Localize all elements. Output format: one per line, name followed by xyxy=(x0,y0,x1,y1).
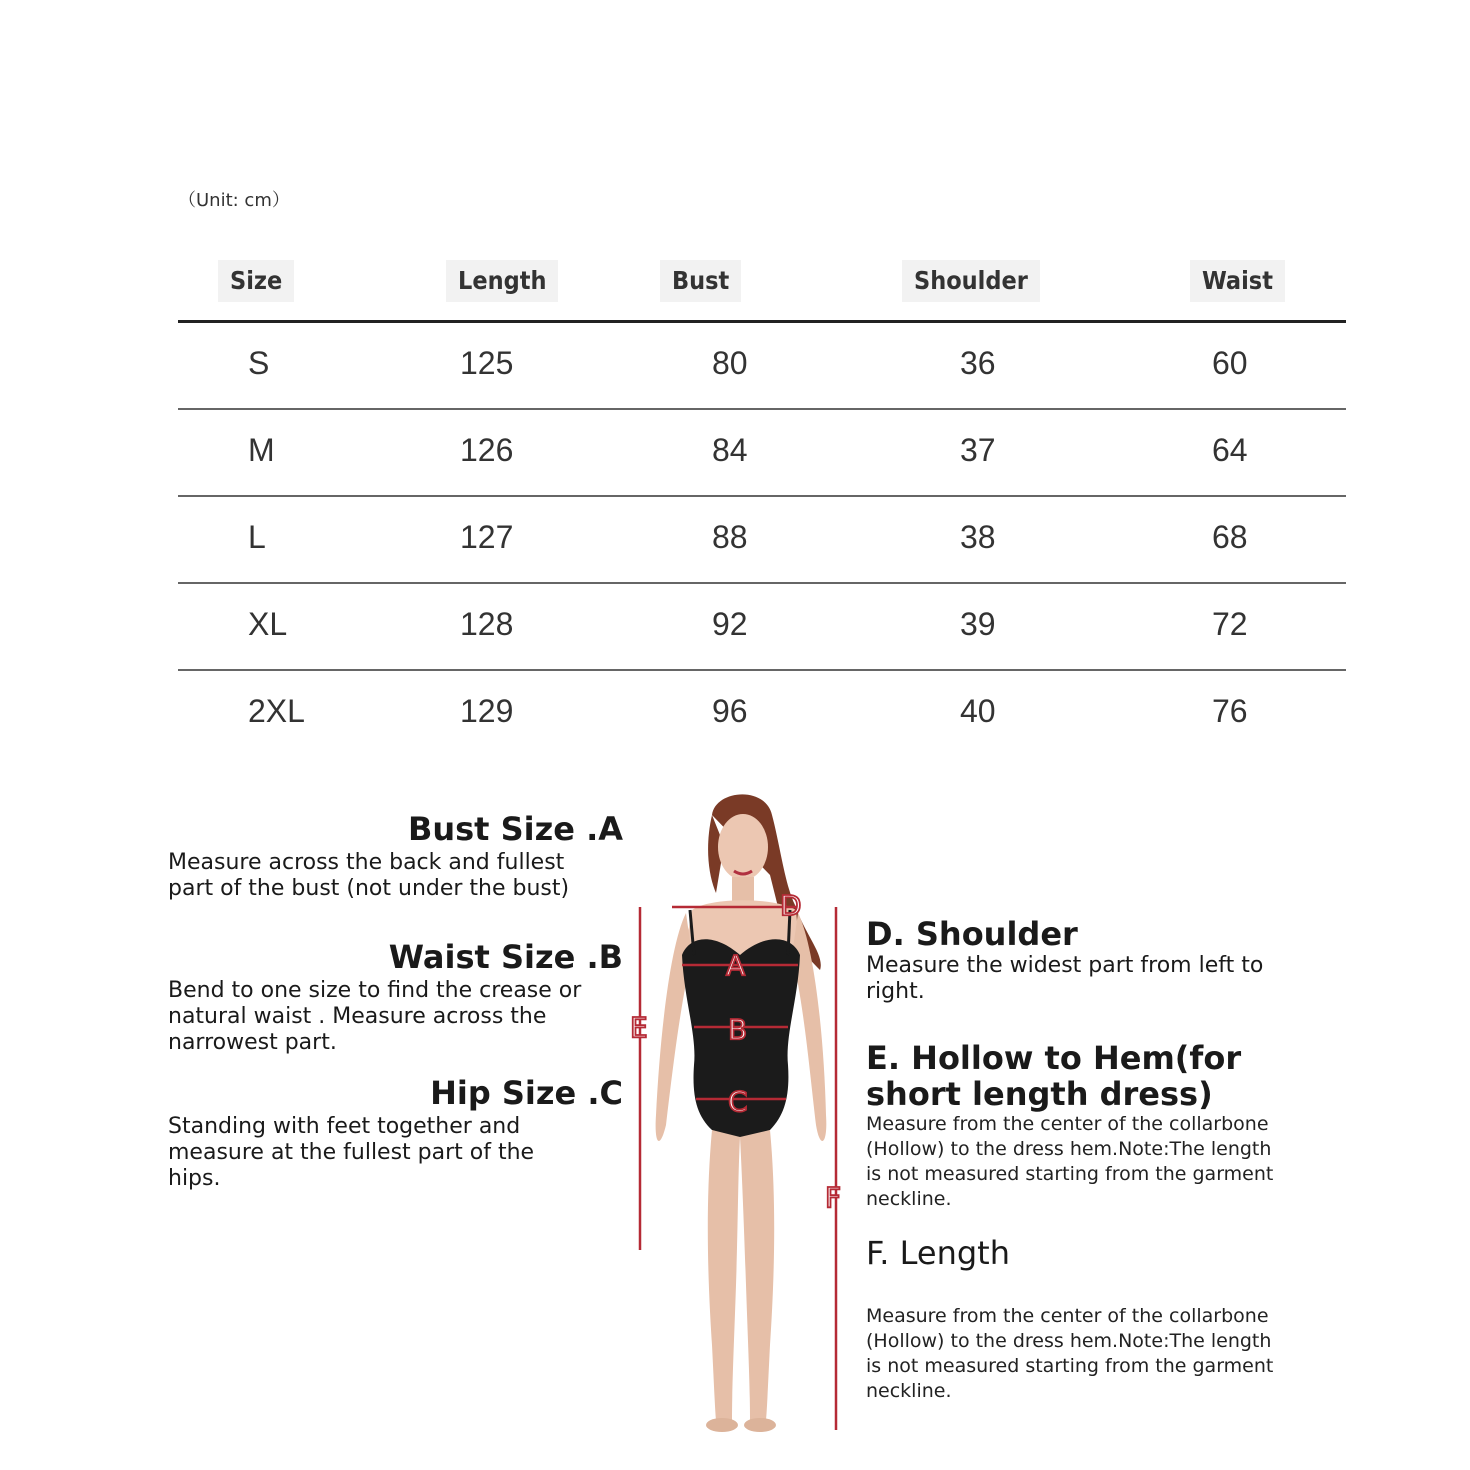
label-d: D xyxy=(780,889,802,922)
cell-size: M xyxy=(248,432,275,468)
size-table xyxy=(178,250,1346,729)
left-foot-shape xyxy=(706,1418,738,1432)
length-guide-line: Measure from the center of the collarbone xyxy=(866,1305,1269,1327)
label-f: F xyxy=(825,1181,842,1214)
hollow-guide-line: Measure from the center of the collarbone xyxy=(866,1113,1269,1135)
hip-guide-line: measure at the fullest part of the xyxy=(168,1140,535,1165)
bust-guide-line: Measure across the back and fullest xyxy=(168,850,565,875)
hollow-guide-title: short length dress) xyxy=(866,1075,1213,1113)
left-arm-shape xyxy=(656,913,692,1141)
hollow-guide xyxy=(866,1040,1316,1212)
hollow-guide-line: (Hollow) to the dress hem.Note:The length xyxy=(866,1138,1272,1160)
hip-guide-line: Standing with feet together and xyxy=(168,1114,521,1139)
length-guide-line: (Hollow) to the dress hem.Note:The length xyxy=(866,1330,1272,1352)
label-c: C xyxy=(728,1085,748,1118)
table-row xyxy=(178,497,1346,584)
bust-guide xyxy=(168,810,623,902)
shoulder-guide-line: Measure the widest part from left to xyxy=(866,953,1264,978)
table-row xyxy=(178,323,1346,410)
cell-length: 127 xyxy=(460,519,514,555)
cell-length: 125 xyxy=(460,345,514,381)
hollow-guide-line: neckline. xyxy=(866,1188,952,1210)
cell-size: L xyxy=(248,519,266,555)
cell-length: 129 xyxy=(460,693,514,729)
header-waist: Waist xyxy=(1190,260,1285,302)
label-e: E xyxy=(630,1011,648,1044)
cell-length: 128 xyxy=(460,606,514,642)
shoulder-guide xyxy=(866,915,1316,1005)
length-guide-desc xyxy=(866,1304,1316,1404)
left-leg-shape xyxy=(708,1130,740,1420)
unit-label: （Unit: cm） xyxy=(178,190,290,211)
hip-guide-title: Hip Size .C xyxy=(430,1074,623,1112)
hollow-guide-title: E. Hollow to Hem(for xyxy=(866,1039,1242,1077)
right-leg-shape xyxy=(740,1130,774,1420)
waist-guide-title: Waist Size .B xyxy=(388,938,623,976)
bust-guide-line: part of the bust (not under the bust) xyxy=(168,876,570,901)
cell-bust: 80 xyxy=(712,345,748,381)
cell-shoulder: 40 xyxy=(960,693,996,729)
header-size: Size xyxy=(218,260,294,302)
cell-waist: 72 xyxy=(1212,606,1248,642)
right-foot-shape xyxy=(744,1418,776,1432)
header-bust: Bust xyxy=(660,260,741,302)
cell-size: 2XL xyxy=(248,693,305,729)
cell-shoulder: 38 xyxy=(960,519,996,555)
model-figure xyxy=(620,785,860,1445)
label-b: B xyxy=(728,1013,748,1046)
shoulder-guide-line: right. xyxy=(866,979,925,1004)
header-shoulder: Shoulder xyxy=(902,260,1040,302)
label-a: A xyxy=(726,949,746,982)
head-shape xyxy=(718,814,768,880)
hip-guide-line: hips. xyxy=(168,1166,221,1191)
cell-size: S xyxy=(248,345,270,381)
cell-bust: 96 xyxy=(712,693,748,729)
cell-length: 126 xyxy=(460,432,514,468)
cell-waist: 64 xyxy=(1212,432,1248,468)
table-row xyxy=(178,584,1346,671)
cell-bust: 92 xyxy=(712,606,748,642)
header-length: Length xyxy=(446,260,558,302)
waist-guide-line: narrowest part. xyxy=(168,1030,337,1055)
waist-guide xyxy=(168,938,623,1056)
cell-waist: 60 xyxy=(1212,345,1248,381)
hip-guide xyxy=(168,1074,623,1192)
table-row xyxy=(178,671,1346,758)
waist-guide-line: natural waist . Measure across the xyxy=(168,1004,547,1029)
table-header xyxy=(178,250,1346,322)
length-guide-title: F. Length xyxy=(866,1234,1010,1272)
table-row xyxy=(178,410,1346,497)
bust-guide-title: Bust Size .A xyxy=(407,810,623,848)
cell-bust: 88 xyxy=(712,519,748,555)
length-guide xyxy=(866,1234,1316,1272)
cell-waist: 76 xyxy=(1212,693,1248,729)
hollow-guide-line: is not measured starting from the garment xyxy=(866,1163,1274,1185)
waist-guide-line: Bend to one size to find the crease or xyxy=(168,978,582,1003)
cell-shoulder: 36 xyxy=(960,345,996,381)
cell-shoulder: 39 xyxy=(960,606,996,642)
cell-shoulder: 37 xyxy=(960,432,996,468)
shoulder-guide-title: D. Shoulder xyxy=(866,915,1078,953)
cell-bust: 84 xyxy=(712,432,748,468)
cell-size: XL xyxy=(248,606,288,642)
cell-waist: 68 xyxy=(1212,519,1248,555)
length-guide-line: is not measured starting from the garment xyxy=(866,1355,1274,1377)
length-guide-line: neckline. xyxy=(866,1380,952,1402)
